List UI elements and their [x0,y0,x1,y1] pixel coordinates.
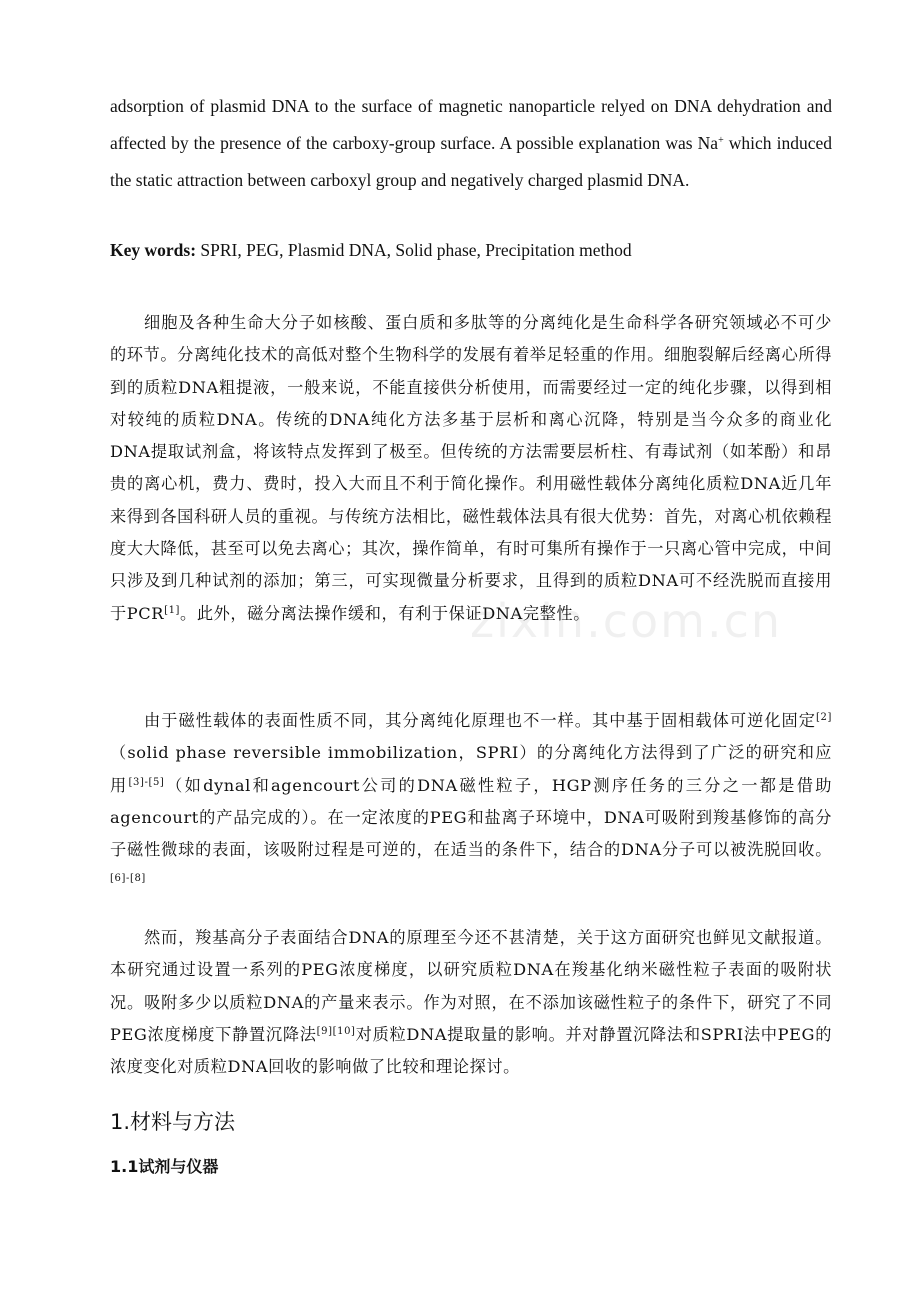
abstract-superscript: + [718,135,724,146]
citation-ref: [6]-[8] [110,873,146,885]
keywords-line [110,232,832,269]
keywords-value: SPRI, PEG, Plasmid DNA, Solid phase, Precipitation method [196,240,632,260]
paragraph-text: （如dynal和agencourt公司的DNA磁性粒子，HGP测序任务的三分之一都是借助agencourt的产品完成的）。在一定浓度的PEG和盐离子环境中，DNA可吸附到羧基修饰的高分子磁性微球的表面，该吸附过程是可逆的，在适当的条件下，结合的DNA分子可以被洗脱回收。 [110,775,832,860]
keywords-label: Key words: [110,240,197,260]
citation-ref: [2] [816,712,832,723]
paragraph-text: 细胞及各种生命大分子如核酸、蛋白质和多肽等的分离纯化是生命科学各研究领域必不可少的环节。分离纯化技术的高低对整个生物科学的发展有着举足轻重的作用。细胞裂解后经离心所得到的质粒DNA粗提液，一般来说，不能直接供分析使用，而需要经过一定的纯化步骤，以得到相对较纯的质粒DNA。传统的DNA纯化方法多基于层析和离心沉降，特别是当今众多的商业化DNA提取试剂盒，将该特点发挥到了极至。但传统的方法需要层析柱、有毒试剂（如苯酚）和昂贵的离心机，费力、费时，投入大而且不利于简化操作。利用磁性载体分离纯化质粒DNA近几年来得到各国科研人员的重视。与传统方法相比，磁性载体法具有很大优势：首先，对离心机依赖程度大大降低，甚至可以免去离心；其次，操作简单，有时可集所有操作于一只离心管中完成，中间只涉及到几种试剂的添加；第三，可实现微量分析要求，且得到的质粒DNA可不经洗脱而直接用于PCR [110,313,832,623]
paragraph-text: 由于磁性载体的表面性质不同，其分离纯化原理也不一样。其中基于固相载体可逆化固定 [144,711,817,730]
citation-ref: [3]-[5] [128,776,165,788]
abstract-continuation [110,88,832,199]
citation-ref: [1] [164,604,181,616]
paragraph-text: 。此外，磁分离法操作缓和，有利于保证DNA完整性。 [180,603,590,623]
paragraph-text: 对质粒DNA提取量的影响。并对静置沉降法和SPRI法中PEG的浓度变化对质粒DNA回收的影响做了比较和理论探讨。 [110,1024,832,1077]
paragraph-text: （solid phase reversible immobilization，SPRI）的分离纯化方法得到了广泛的研究和应用 [110,743,832,795]
paragraph-text: 然而，羧基高分子表面结合DNA的原理至今还不甚清楚，关于这方面研究也鲜见文献报道。本研究通过设置一系列的PEG浓度梯度，以研究质粒DNA在羧基化纳米磁性粒子表面的吸附状况。吸附多少以质粒DNA的产量来表示。作为对照，在不添加该磁性粒子的条件下，研究了不同PEG浓度梯度下静置沉降法 [110,928,832,1044]
section-heading-1-1: 1.1试剂与仪器 [110,1157,219,1176]
abstract-text: adsorption of plasmid DNA to the surface of magnetic nanoparticle relyed on DNA dehydration and affected by the presence of the carboxy-group surface. A possible explanation was Na [110,96,832,153]
abstract-text-end: which induced the static attraction between carboxyl group and negatively charged plasmid DNA. [110,133,832,190]
intro-paragraph-1 [110,307,832,630]
intro-paragraph-2 [110,705,832,899]
citation-ref: [9][10] [316,1025,356,1037]
watermark: zixin.com.cn [470,594,783,648]
intro-paragraph-3 [110,922,832,1083]
section-heading-1: 1.材料与方法 [110,1110,236,1134]
